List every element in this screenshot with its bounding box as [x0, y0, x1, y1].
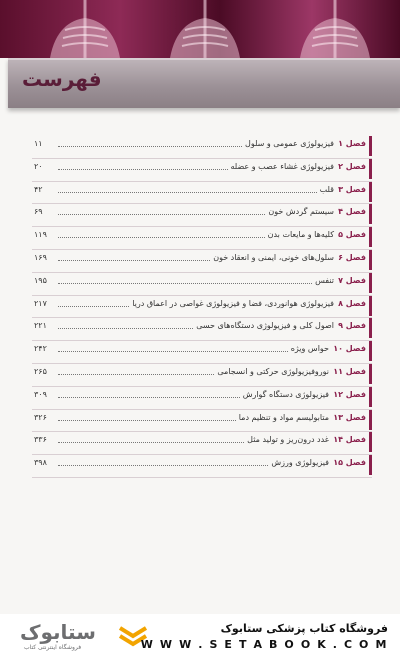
toc-row[interactable]	[32, 227, 372, 250]
toc-row[interactable]	[32, 432, 372, 455]
page-number: ۱۹۵	[34, 275, 47, 285]
toc-row[interactable]	[32, 159, 372, 182]
toc-row[interactable]	[32, 455, 372, 478]
chapter-title: سلول‌های خونی، ایمنی و انعقاد خون	[213, 252, 334, 262]
chapter-title: قلب	[319, 184, 334, 194]
chapter-label: فصل ۴	[338, 207, 366, 217]
toc-row[interactable]	[32, 341, 372, 364]
chapter-title: حواس ویژه	[290, 344, 329, 354]
page-number: ۲۲۱	[34, 321, 47, 331]
chapter-label: فصل ۷	[338, 275, 366, 285]
dot-leader	[58, 328, 193, 329]
store-logo-text: ستابوک	[20, 620, 96, 644]
toc-row[interactable]	[32, 296, 372, 319]
chapter-label: فصل ۱	[338, 139, 366, 148]
chapter-title: اصول کلی و فیزیولوژی دستگاه‌های حسی	[196, 321, 334, 331]
xray-figure-left	[40, 0, 130, 58]
dot-leader	[58, 397, 240, 398]
page-number: ۳۲۶	[34, 412, 47, 422]
dot-leader	[58, 260, 210, 261]
dot-leader	[58, 465, 268, 466]
chapter-label: فصل ۳	[338, 184, 366, 194]
toc-row[interactable]	[32, 204, 372, 227]
chapter-title: نوروفیزیولوژی حرکتی و انسجامی	[217, 366, 329, 376]
toc-row[interactable]	[32, 182, 372, 205]
chapter-title: سیستم گردش خون	[268, 207, 334, 217]
toc-row[interactable]	[32, 387, 372, 410]
chapter-label: فصل ۱۱	[333, 366, 366, 376]
page-number: ۱۶۹	[34, 252, 47, 262]
store-url[interactable]: W W W . S E T A B O O K . C O M	[140, 638, 388, 651]
chapter-label: فصل ۸	[338, 298, 366, 308]
dot-leader	[58, 351, 288, 352]
store-logo-subtitle: فروشگاه اینترنتی کتاب	[24, 644, 82, 651]
header-banner	[0, 0, 400, 58]
chapter-label: فصل ۱۲	[333, 389, 366, 399]
store-name: فروشگاه کتاب پزشکی ستابوک	[220, 622, 388, 635]
chapter-label: فصل ۲	[338, 161, 366, 171]
chapter-title: غدد درون‌ریز و تولید مثل	[247, 435, 329, 445]
page-number: ۲۴۲	[34, 344, 47, 354]
toc-row[interactable]	[32, 273, 372, 296]
dot-leader	[58, 420, 236, 421]
xray-figure-right	[290, 0, 380, 58]
page-number: ۴۲	[34, 184, 43, 194]
footer	[0, 614, 400, 657]
toc-row[interactable]	[32, 364, 372, 387]
page-number: ۳۹۸	[34, 458, 47, 468]
xray-figure-center	[160, 0, 250, 58]
chapter-title: کلیه‌ها و مایعات بدن	[267, 230, 334, 240]
table-of-contents	[32, 136, 372, 478]
page-number: ۱۱	[34, 139, 43, 148]
page-number: ۶۹	[34, 207, 43, 217]
chapter-label: فصل ۶	[338, 252, 366, 262]
chapter-label: فصل ۱۴	[333, 435, 366, 445]
chapter-title: فیزیولوژی غشاء عصب و عضله	[230, 161, 334, 171]
chapter-label: فصل ۱۰	[333, 344, 366, 354]
toc-row[interactable]	[32, 318, 372, 341]
chapter-title: متابولیسم مواد و تنظیم دما	[238, 412, 329, 422]
chapter-label: فصل ۹	[338, 321, 366, 331]
chapter-label: فصل ۱۵	[333, 458, 366, 468]
chapter-title: فیزیولوژی هوانوردی، فضا و فیزیولوژی غواصی در اعماق دریا	[132, 298, 334, 308]
dot-leader	[58, 192, 317, 193]
chapter-title: تنفس	[315, 275, 334, 285]
title-bar	[8, 58, 400, 108]
page-number: ۳۳۶	[34, 435, 47, 445]
page-number: ۳۰۹	[34, 389, 47, 399]
page-number: ۲۰	[34, 161, 43, 171]
dot-leader	[58, 146, 242, 147]
dot-leader	[58, 374, 214, 375]
dot-leader	[58, 214, 265, 215]
toc-row[interactable]	[32, 410, 372, 433]
page-number: ۱۱۹	[34, 230, 47, 240]
toc-row[interactable]	[32, 250, 372, 273]
chapter-label: فصل ۵	[338, 230, 366, 240]
page-title: فهرست	[22, 67, 102, 91]
chapter-title: فیزیولوژی دستگاه گوارش	[242, 389, 329, 399]
dot-leader	[58, 237, 265, 238]
chapter-title: فیزیولوژی عمومی و سلول	[245, 139, 334, 148]
page-number: ۲۶۵	[34, 366, 47, 376]
page-number: ۲۱۷	[34, 298, 47, 308]
chapter-title: فیزیولوژی ورزش	[271, 458, 329, 468]
dot-leader	[58, 306, 129, 307]
toc-row[interactable]	[32, 136, 372, 159]
dot-leader	[58, 169, 228, 170]
chapter-label: فصل ۱۳	[333, 412, 366, 422]
dot-leader	[58, 442, 244, 443]
dot-leader	[58, 283, 312, 284]
